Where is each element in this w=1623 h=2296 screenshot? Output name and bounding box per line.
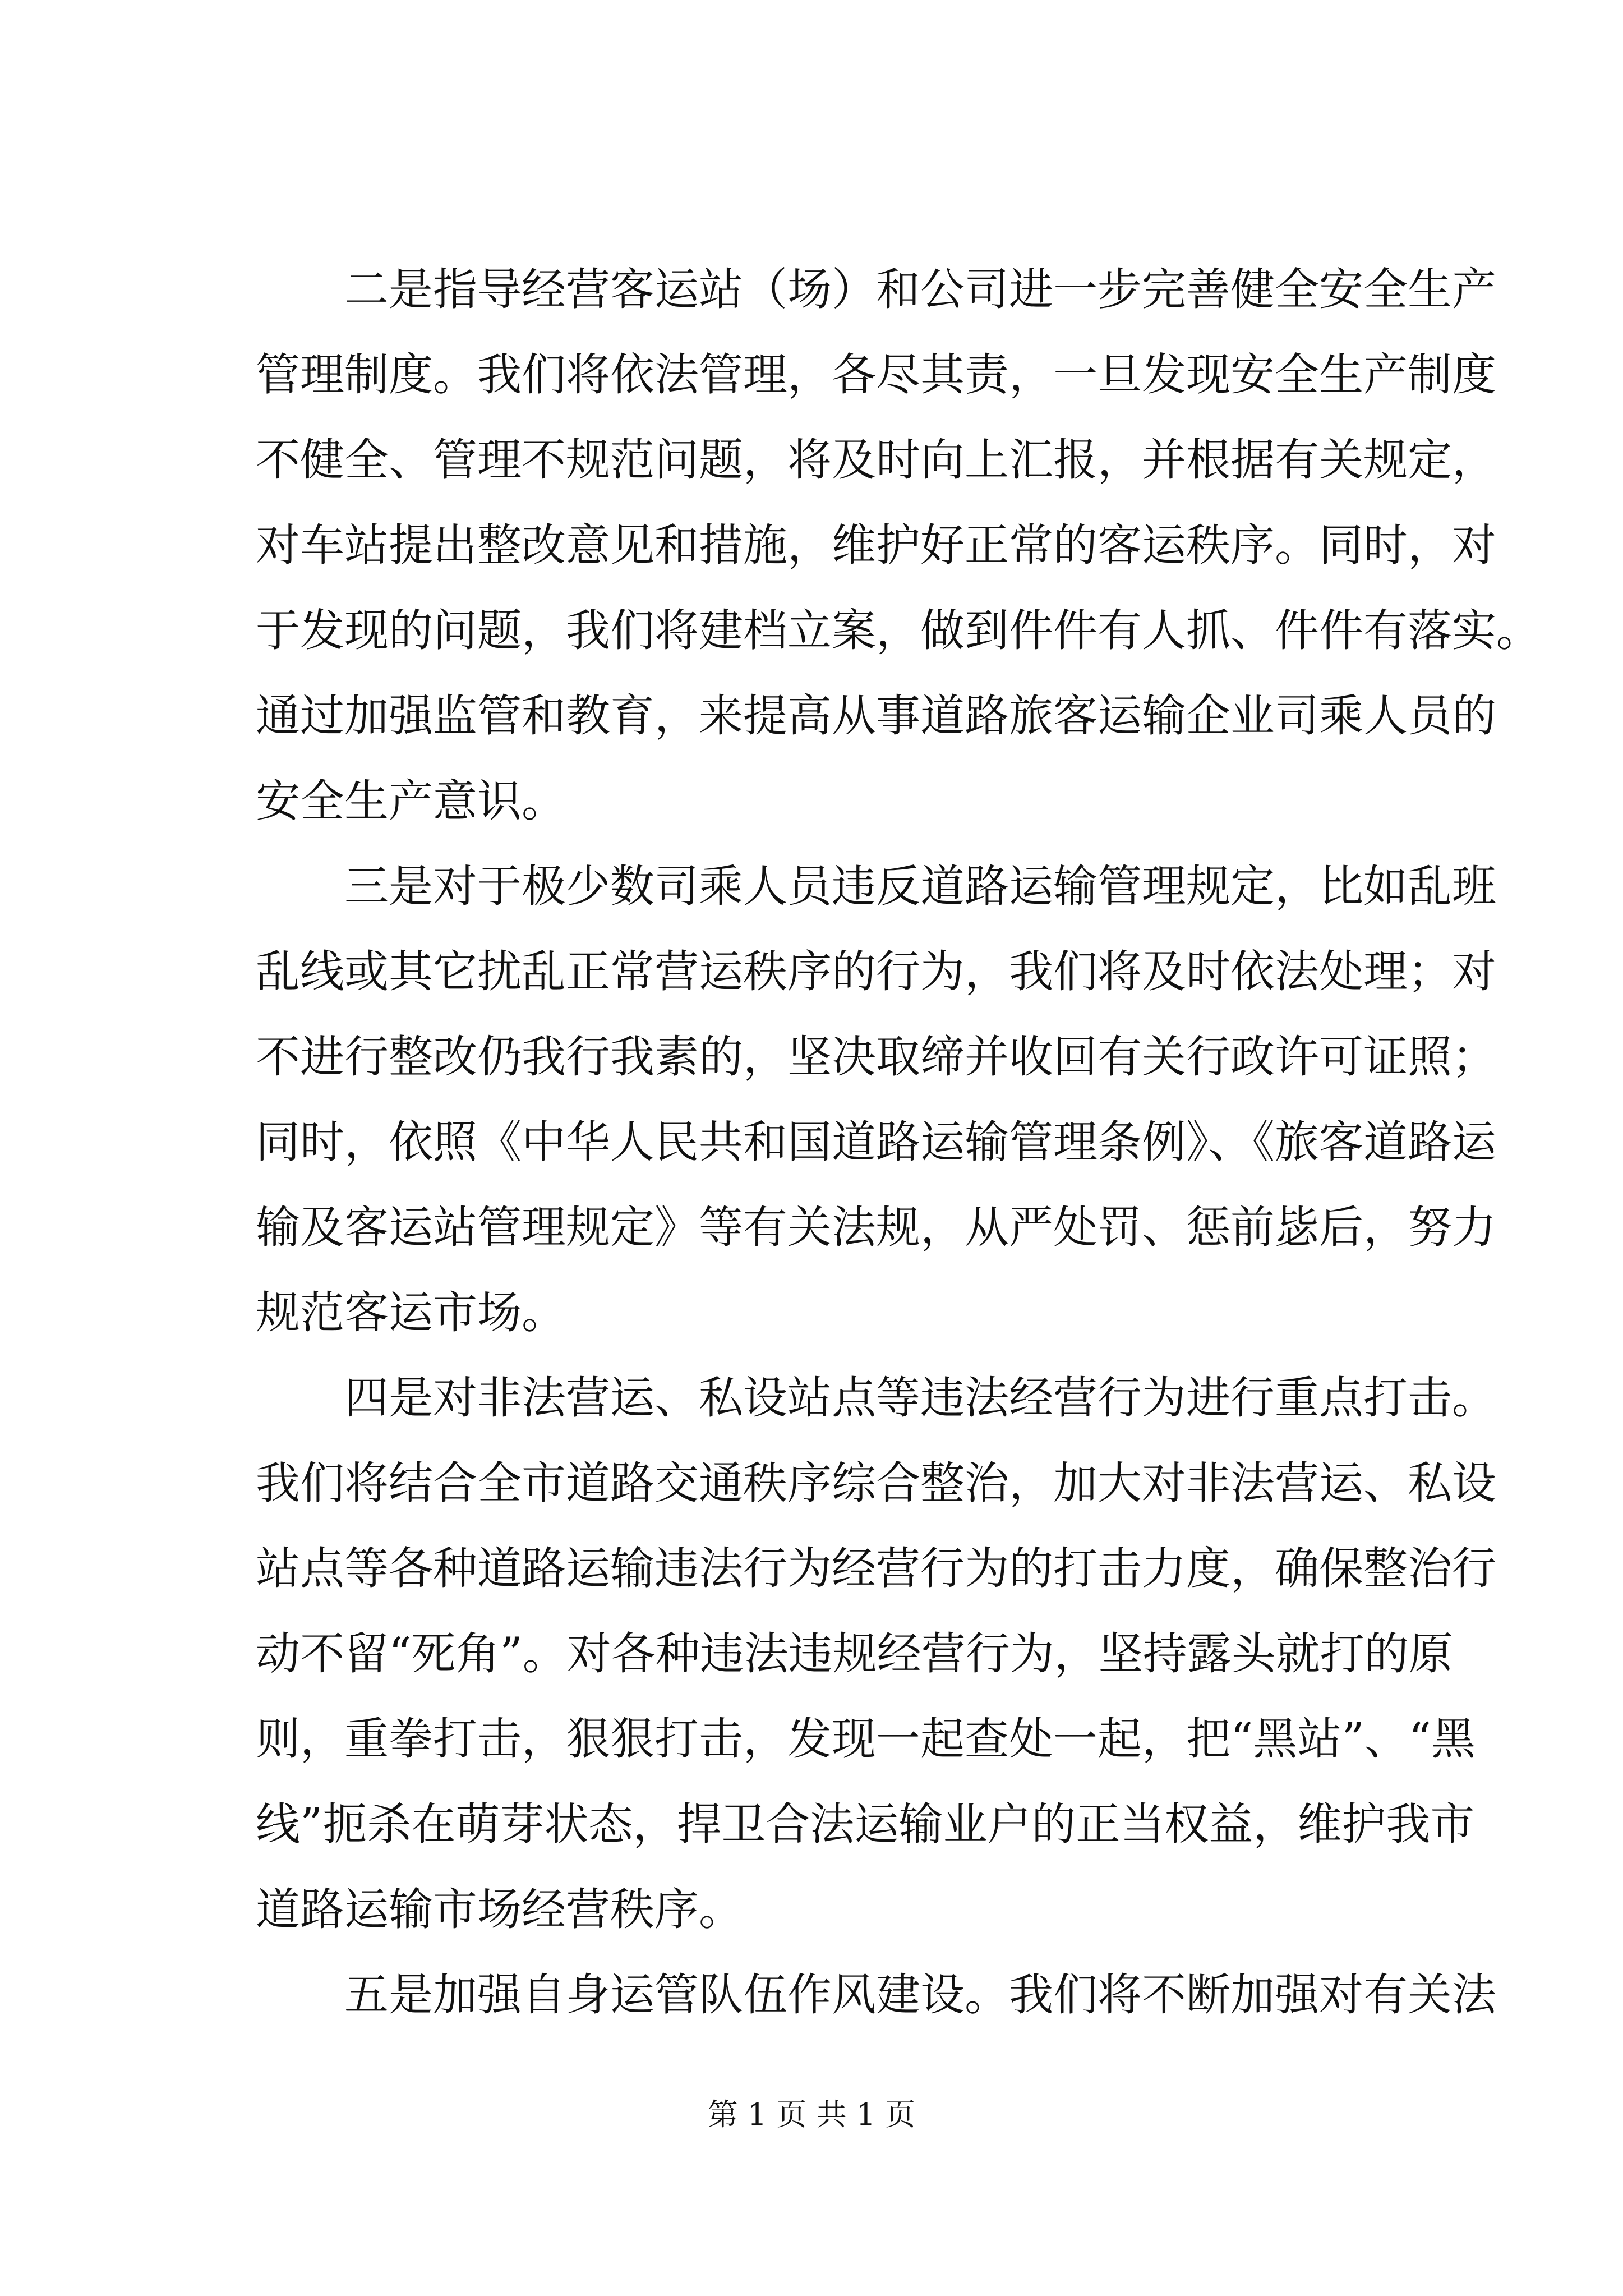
paragraph-2 [256, 247, 1541, 844]
paragraph-4 [256, 1355, 1496, 1952]
page-footer: 第 1 页 共 1 页 [707, 2097, 916, 2132]
paragraph-line: 不进行整改仍我行我素的，坚决取缔并收回有关行政许可证照； [256, 1031, 1496, 1083]
document-body [256, 247, 1541, 2037]
paragraph-3 [256, 844, 1496, 1355]
paragraph-line: 乱线或其它扰乱正常营运秩序的行为，我们将及时依法处理；对 [256, 946, 1496, 997]
paragraph-line: 同时，依照《中华人民共和国道路运输管理条例》、《旅客道路运 [256, 1116, 1496, 1168]
paragraph-line: 三是对于极少数司乘人员违反道路运输管理规定，比如乱班 [344, 861, 1496, 912]
paragraph-line: 安全生产意识。 [256, 775, 566, 827]
paragraph-line: 于发现的问题，我们将建档立案，做到件件有人抓、件件有落实。 [256, 605, 1541, 656]
paragraph-line: 对车站提出整改意见和措施，维护好正常的客运秩序。同时，对 [256, 519, 1496, 571]
paragraph-line: 动不留“死角”。对各种违法违规经营行为，坚持露头就打的原 [256, 1628, 1453, 1680]
paragraph-line: 站点等各种道路运输违法行为经营行为的打击力度，确保整治行 [256, 1543, 1496, 1594]
paragraph-line: 四是对非法营运、私设站点等违法经营行为进行重点打击。 [344, 1372, 1496, 1424]
paragraph-5 [256, 1952, 1496, 2037]
paragraph-line: 线”扼杀在萌芽状态，捍卫合法运输业户的正当权益，维护我市 [256, 1798, 1475, 1850]
paragraph-line: 管理制度。我们将依法管理，各尽其责，一旦发现安全生产制度 [256, 349, 1496, 401]
paragraph-line: 五是加强自身运管队伍作风建设。我们将不断加强对有关法 [344, 1969, 1496, 2021]
paragraph-line: 通过加强监管和教育，来提高从事道路旅客运输企业司乘人员的 [256, 690, 1496, 742]
paragraph-line: 不健全、管理不规范问题，将及时向上汇报，并根据有关规定， [256, 434, 1496, 486]
paragraph-line: 我们将结合全市道路交通秩序综合整治，加大对非法营运、私设 [256, 1457, 1496, 1509]
paragraph-line: 规范客运市场。 [256, 1287, 566, 1338]
paragraph-line: 道路运输市场经营秩序。 [256, 1884, 743, 1935]
paragraph-line: 二是指导经营客运站（场）和公司进一步完善健全安全生产 [344, 264, 1496, 315]
paragraph-line: 则，重拳打击，狠狠打击，发现一起查处一起，把“黑站”、“黑 [256, 1713, 1476, 1765]
paragraph-line: 输及客运站管理规定》等有关法规，从严处罚、惩前毖后，努力 [256, 1202, 1496, 1253]
